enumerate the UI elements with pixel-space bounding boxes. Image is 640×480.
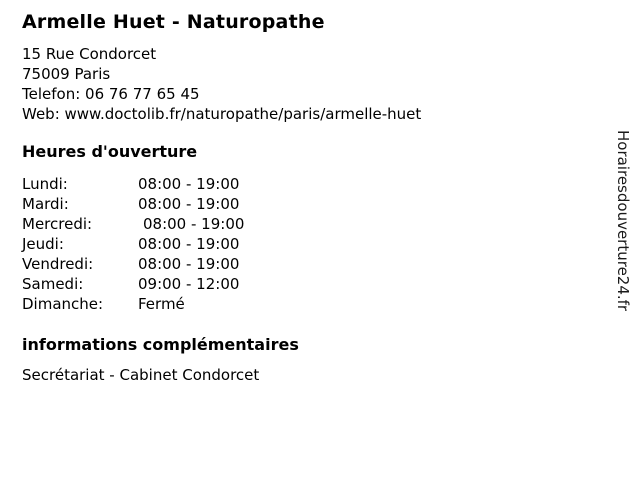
hours-row-sunday (22, 294, 592, 314)
hours-row-thursday (22, 234, 592, 254)
hours-time-value: 08:00 - 19:00 (138, 255, 240, 273)
hours-row-monday (22, 174, 592, 194)
hours-day-label: Mercredi: (22, 215, 93, 233)
hours-day-label: Mardi: (22, 195, 69, 213)
phone-line: Telefon: 06 76 77 65 45 (22, 85, 200, 103)
extra-info-text: Secrétariat - Cabinet Condorcet (22, 366, 260, 384)
hours-time-value: 08:00 - 19:00 (138, 235, 240, 253)
hours-day-label: Dimanche: (22, 295, 104, 313)
main-content (22, 10, 592, 385)
extra-info-heading: informations complémentaires (22, 335, 299, 354)
hours-row-tuesday (22, 194, 592, 214)
hours-day-label: Vendredi: (22, 255, 94, 273)
hours-table (22, 174, 592, 314)
hours-time-value: 08:00 - 19:00 (138, 175, 240, 193)
hours-heading: Heures d'ouverture (22, 142, 198, 161)
contact-block (22, 44, 592, 124)
hours-row-friday (22, 254, 592, 274)
hours-day-label: Lundi: (22, 175, 68, 193)
hours-row-saturday (22, 274, 592, 294)
hours-time-value: 08:00 - 19:00 (143, 215, 245, 233)
address-city: 75009 Paris (22, 65, 111, 83)
hours-time-value: 09:00 - 12:00 (138, 275, 240, 293)
address-street: 15 Rue Condorcet (22, 45, 157, 63)
site-watermark-vertical: Horairesdouverture24.fr (614, 130, 632, 312)
hours-day-label: Jeudi: (22, 235, 64, 253)
web-line: Web: www.doctolib.fr/naturopathe/paris/armelle-huet (22, 105, 422, 123)
hours-row-wednesday (22, 214, 592, 234)
page-title: Armelle Huet - Naturopathe (22, 11, 325, 33)
hours-time-value: 08:00 - 19:00 (138, 195, 240, 213)
hours-day-label: Samedi: (22, 275, 84, 293)
hours-time-value: Fermé (138, 295, 185, 313)
